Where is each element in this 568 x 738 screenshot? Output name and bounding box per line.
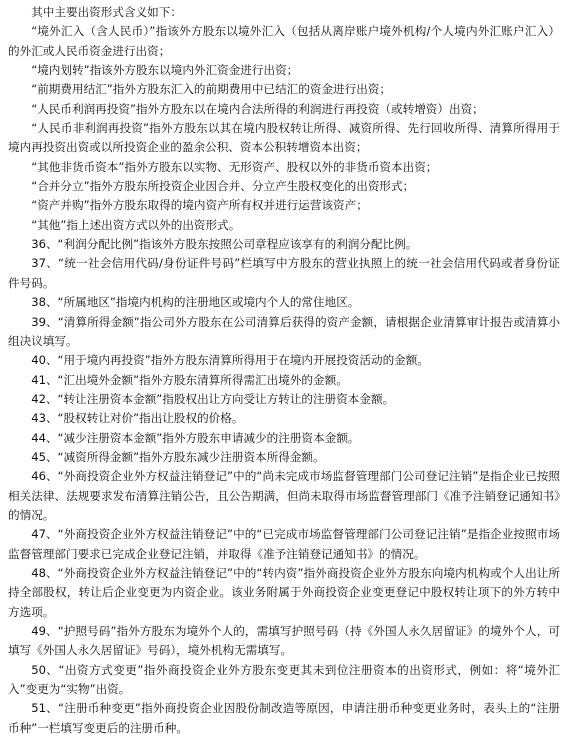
item-46-paragraph: 46、“外商投资企业外方权益注销登记”中的“尚未完成市场监督管理部门公司登记注销”是指企业已按照相关法律、法规要求发布清算注销公告，且公告期满，但尚未取得市场监督管理部门《准予注销登记通知书》的情况。 [8, 469, 560, 522]
item-49-paragraph: 49、“护照号码”指外方股东为境外个人的，需填写护照号码（持《外国人永久居留证》的境外个人，可填写《外国人永久居留证》号码），境外机构无需填写。 [8, 624, 560, 658]
item-40-paragraph: 40、“用于境内再投资”指外方股东清算所得用于在境内开展投资活动的金额。 [31, 353, 429, 368]
item-51-paragraph: 51、“注册币种变更”指外商投资企业因股份制改造等原因，申请注册币种变更业务时，表头上的“注册币种”一栏填写变更后的注册币种。 [8, 701, 560, 735]
definition-domestic-transfer: “境内划转”指该外方股东以境内外汇资金进行出资； [31, 63, 299, 78]
item-48-paragraph: 48、“外商投资企业外方权益注销登记”中的“转内资”指外商投资企业外方股东向境内机构或个人出让所持全部股权，转让后企业变更为内资企业。该业务附属于外商投资企业变更登记中股权转让项下的外方转中方选项。 [8, 565, 560, 619]
item-44-paragraph: 44、“减少注册资本金额”指外方股东申请减少的注册资本金额。 [31, 430, 360, 445]
item-37-paragraph: 37、“统一社会信用代码/身份证件号码”栏填写中方股东的营业执照上的统一社会信用代码或者身份证件号码。 [8, 256, 560, 290]
item-42-paragraph: 42、“转让注册资本金额”指股权出让方向受让方转让的注册资本金额。 [31, 391, 395, 406]
definition-rmb-non-profit-reinvestment: “人民币非利润再投资”指外方股东以其在境内股权转让所得、减资所得、先行回收所得、清算所得用于境内再投资出资或以所投资企业的盈余公积、资本公积转增资本出资； [8, 121, 560, 155]
definition-overseas-remittance: “境外汇入（含人民币）”指该外方股东以境外汇入（包括从离岸账户境外机构/个人境内外汇账户汇入）的外汇或人民币资金进行出资； [8, 24, 560, 58]
definition-rmb-profit-reinvestment: “人民币利润再投资”指外方股东以在境内合法所得的利润进行再投资（或转增资）出资； [31, 101, 484, 116]
definition-other: “其他”指上述出资方式以外的出资形式。 [31, 217, 241, 232]
intro-paragraph: 其中主要出资形式含义如下： [31, 5, 182, 19]
definition-preliminary-fee: “前期费用结汇”指外方股东汇入的前期费用中已结汇的资金进行出资； [31, 82, 392, 97]
item-47-paragraph: 47、“外商投资企业外方权益注销登记”中的“已完成市场监督管理部门公司登记注销”是指企业按照市场监督管理部门要求已完成企业登记注销，并取得《准予注销登记通知书》的情况。 [8, 527, 560, 561]
item-45-paragraph: 45、“减资所得金额”指外方股东减少注册资本所得金额。 [31, 449, 325, 464]
item-43-paragraph: 43、“股权转让对价”指出让股权的价格。 [31, 411, 244, 426]
definition-other-non-monetary: “其他非货币资本”指外方股东以实物、无形资产、股权以外的非货币资本出资； [31, 159, 438, 174]
definition-asset-acquisition: “资产并购”指外方股东取得的境内资产所有权并进行运营该资产； [31, 198, 368, 213]
item-50-paragraph: 50、“出资方式变更”指外商投资企业外方股东变更其未到位注册资本的出资形式，例如：将“境外汇入”变更为“实物”出资。 [8, 662, 560, 697]
item-39-paragraph: 39、“清算所得金额”指公司外方股东在公司清算后获得的资产金额，请根据企业清算审计报告或清算小组决议填写。 [8, 314, 560, 348]
item-36-paragraph: 36、“利润分配比例”指该外方股东按照公司章程应该享有的利润分配比例。 [31, 237, 418, 252]
definition-merger-split: “合并分立”指外方股东所投资企业因合并、分立产生股权变化的出资形式； [31, 179, 415, 194]
item-38-paragraph: 38、“所属地区”指境内机构的注册地区或境内个人的常住地区。 [31, 295, 360, 310]
item-41-paragraph: 41、“汇出境外金额”指外方股东清算所得需汇出境外的金额。 [31, 372, 348, 387]
